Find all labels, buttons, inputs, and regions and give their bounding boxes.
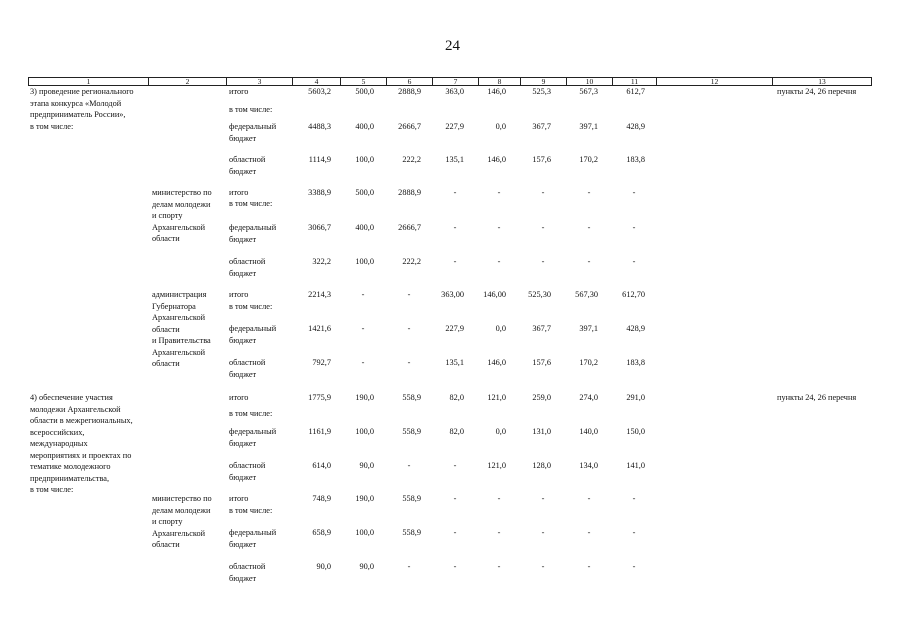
funding-source-label: в том числе:: [229, 506, 273, 516]
amount-cell-col8: -: [497, 188, 501, 198]
amount-cell-col5: 100,0: [355, 427, 374, 437]
amount-cell-col5: -: [361, 290, 365, 300]
amount-cell-col9: 367,7: [532, 324, 551, 334]
amount-cell-col9: 259,0: [532, 393, 551, 403]
amount-cell-col5: -: [361, 358, 365, 368]
amount-cell-col7: -: [453, 528, 457, 538]
funding-source-label: федеральный бюджет: [229, 223, 277, 244]
column-number: 9: [520, 78, 566, 85]
amount-cell-col6: -: [407, 324, 411, 334]
amount-cell-col10: -: [587, 188, 591, 198]
amount-cell-col6: 2888,9: [398, 87, 421, 97]
amount-cell-col6: -: [407, 290, 411, 300]
amount-cell-col9: -: [541, 562, 545, 572]
measure-name: 3) проведение регионального этапа конкурса «Молодой предприниматель России», в том числе:: [30, 87, 134, 131]
amount-cell-col4: 322,2: [312, 257, 331, 267]
amount-cell-col8: 146,00: [483, 290, 506, 300]
funding-source-label: федеральный бюджет: [229, 427, 277, 448]
amount-cell-col7: 135,1: [445, 155, 464, 165]
funding-source-label: в том числе:: [229, 199, 273, 209]
amount-cell-col4: 90,0: [316, 562, 331, 572]
page-number: 24: [445, 38, 460, 54]
amount-cell-col6: -: [407, 461, 411, 471]
amount-cell-col8: -: [497, 494, 501, 504]
funding-source-label: итого: [229, 494, 249, 504]
column-number: 10: [566, 78, 612, 85]
column-number: 5: [340, 78, 386, 85]
column-number: 3: [226, 78, 292, 85]
amount-cell-col7: 227,9: [445, 122, 464, 132]
amount-cell-col9: 525,30: [528, 290, 551, 300]
amount-cell-col6: 2666,7: [398, 122, 421, 132]
amount-cell-col9: 128,0: [532, 461, 551, 471]
amount-cell-col5: 90,0: [359, 562, 374, 572]
amount-cell-col6: 2666,7: [398, 223, 421, 233]
amount-cell-col7: 82,0: [449, 427, 464, 437]
amount-cell-col9: -: [541, 188, 545, 198]
column-number: 13: [772, 78, 872, 85]
amount-cell-col10: 567,3: [579, 87, 598, 97]
amount-cell-col9: 157,6: [532, 155, 551, 165]
funding-source-label: федеральный бюджет: [229, 122, 277, 143]
reference-note: пункты 24, 26 перечня: [777, 393, 857, 403]
amount-cell-col9: 525,3: [532, 87, 551, 97]
column-number: 7: [432, 78, 478, 85]
amount-cell-col5: 400,0: [355, 223, 374, 233]
amount-cell-col4: 5603,2: [308, 87, 331, 97]
amount-cell-col4: 1161,9: [308, 427, 331, 437]
amount-cell-col11: -: [632, 223, 636, 233]
amount-cell-col9: 131,0: [532, 427, 551, 437]
amount-cell-col11: 291,0: [626, 393, 645, 403]
amount-cell-col6: 2888,9: [398, 188, 421, 198]
column-number: 1: [28, 78, 148, 85]
amount-cell-col11: 183,8: [626, 155, 645, 165]
amount-cell-col4: 1114,9: [308, 155, 331, 165]
amount-cell-col5: 500,0: [355, 188, 374, 198]
amount-cell-col9: -: [541, 223, 545, 233]
amount-cell-col10: -: [587, 528, 591, 538]
funding-source-label: в том числе:: [229, 409, 273, 419]
amount-cell-col11: -: [632, 188, 636, 198]
amount-cell-col10: 140,0: [579, 427, 598, 437]
amount-cell-col6: 558,9: [402, 427, 421, 437]
amount-cell-col10: 397,1: [579, 122, 598, 132]
amount-cell-col8: 0,0: [495, 122, 506, 132]
amount-cell-col8: 0,0: [495, 324, 506, 334]
amount-cell-col10: 170,2: [579, 155, 598, 165]
amount-cell-col5: 100,0: [355, 528, 374, 538]
amount-cell-col8: 146,0: [487, 358, 506, 368]
amount-cell-col10: -: [587, 257, 591, 267]
funding-source-label: областной бюджет: [229, 358, 266, 379]
amount-cell-col5: 100,0: [355, 257, 374, 267]
amount-cell-col4: 4488,3: [308, 122, 331, 132]
funding-source-label: итого: [229, 290, 249, 300]
reference-note: пункты 24, 26 перечня: [777, 87, 857, 97]
amount-cell-col4: 614,0: [312, 461, 331, 471]
column-number: 2: [148, 78, 226, 85]
amount-cell-col10: -: [587, 494, 591, 504]
amount-cell-col10: 134,0: [579, 461, 598, 471]
amount-cell-col4: 1775,9: [308, 393, 331, 403]
funding-source-label: федеральный бюджет: [229, 528, 277, 549]
funding-source-label: в том числе:: [229, 302, 273, 312]
executor-name: министерство по делам молодежи и спорту Архангельской области: [152, 188, 212, 244]
amount-cell-col9: 157,6: [532, 358, 551, 368]
amount-cell-col9: 367,7: [532, 122, 551, 132]
column-number: 12: [656, 78, 772, 85]
amount-cell-col11: -: [632, 562, 636, 572]
amount-cell-col6: -: [407, 562, 411, 572]
amount-cell-col11: 428,9: [626, 324, 645, 334]
amount-cell-col8: 146,0: [487, 87, 506, 97]
column-number: 8: [478, 78, 520, 85]
amount-cell-col6: 222,2: [402, 155, 421, 165]
amount-cell-col7: -: [453, 223, 457, 233]
amount-cell-col9: -: [541, 257, 545, 267]
amount-cell-col7: 227,9: [445, 324, 464, 334]
amount-cell-col11: -: [632, 257, 636, 267]
funding-source-label: итого: [229, 393, 249, 403]
amount-cell-col8: 121,0: [487, 461, 506, 471]
amount-cell-col5: 400,0: [355, 122, 374, 132]
amount-cell-col11: 141,0: [626, 461, 645, 471]
funding-source-label: федеральный бюджет: [229, 324, 277, 345]
amount-cell-col8: -: [497, 562, 501, 572]
executor-name: администрация Губернатора Архангельской области и Правительства Архангельской области: [152, 290, 211, 369]
amount-cell-col11: 150,0: [626, 427, 645, 437]
amount-cell-col4: 748,9: [312, 494, 331, 504]
amount-cell-col6: 558,9: [402, 528, 421, 538]
amount-cell-col6: 558,9: [402, 393, 421, 403]
funding-source-label: областной бюджет: [229, 155, 266, 176]
amount-cell-col5: 190,0: [355, 393, 374, 403]
amount-cell-col7: -: [453, 494, 457, 504]
column-number: 11: [612, 78, 656, 85]
amount-cell-col7: -: [453, 188, 457, 198]
amount-cell-col5: -: [361, 324, 365, 334]
amount-cell-col10: 567,30: [575, 290, 598, 300]
amount-cell-col7: -: [453, 257, 457, 267]
amount-cell-col8: 146,0: [487, 155, 506, 165]
amount-cell-col4: 1421,6: [308, 324, 331, 334]
funding-source-label: итого: [229, 87, 249, 97]
amount-cell-col11: 183,8: [626, 358, 645, 368]
amount-cell-col11: -: [632, 494, 636, 504]
amount-cell-col4: 3066,7: [308, 223, 331, 233]
amount-cell-col10: 170,2: [579, 358, 598, 368]
funding-source-label: итого: [229, 188, 249, 198]
column-number: 6: [386, 78, 432, 85]
amount-cell-col6: 222,2: [402, 257, 421, 267]
amount-cell-col4: 2214,3: [308, 290, 331, 300]
funding-source-label: областной бюджет: [229, 562, 266, 583]
amount-cell-col7: 363,00: [441, 290, 464, 300]
amount-cell-col4: 3388,9: [308, 188, 331, 198]
amount-cell-col7: 82,0: [449, 393, 464, 403]
amount-cell-col8: 121,0: [487, 393, 506, 403]
measure-name: 4) обеспечение участия молодежи Архангельской области в межрегиональных, всероссийских, международных мероприятиях и проектах по тематике молодежного предпринимательства, в том числе:: [30, 393, 133, 495]
amount-cell-col9: -: [541, 528, 545, 538]
column-number: 4: [292, 78, 340, 85]
amount-cell-col10: 397,1: [579, 324, 598, 334]
amount-cell-col11: -: [632, 528, 636, 538]
funding-source-label: областной бюджет: [229, 461, 266, 482]
amount-cell-col7: -: [453, 461, 457, 471]
amount-cell-col6: 558,9: [402, 494, 421, 504]
amount-cell-col4: 792,7: [312, 358, 331, 368]
table-header-row: [28, 77, 872, 86]
amount-cell-col10: 274,0: [579, 393, 598, 403]
amount-cell-col5: 500,0: [355, 87, 374, 97]
amount-cell-col5: 90,0: [359, 461, 374, 471]
amount-cell-col8: -: [497, 528, 501, 538]
amount-cell-col5: 190,0: [355, 494, 374, 504]
amount-cell-col9: -: [541, 494, 545, 504]
amount-cell-col8: -: [497, 223, 501, 233]
amount-cell-col8: -: [497, 257, 501, 267]
amount-cell-col11: 428,9: [626, 122, 645, 132]
amount-cell-col7: 363,0: [445, 87, 464, 97]
amount-cell-col11: 612,7: [626, 87, 645, 97]
amount-cell-col11: 612,70: [622, 290, 645, 300]
funding-source-label: в том числе:: [229, 105, 273, 115]
amount-cell-col4: 658,9: [312, 528, 331, 538]
amount-cell-col10: -: [587, 562, 591, 572]
executor-name: министерство по делам молодежи и спорту Архангельской области: [152, 494, 212, 550]
amount-cell-col6: -: [407, 358, 411, 368]
amount-cell-col7: -: [453, 562, 457, 572]
amount-cell-col10: -: [587, 223, 591, 233]
amount-cell-col5: 100,0: [355, 155, 374, 165]
amount-cell-col7: 135,1: [445, 358, 464, 368]
amount-cell-col8: 0,0: [495, 427, 506, 437]
funding-source-label: областной бюджет: [229, 257, 266, 278]
